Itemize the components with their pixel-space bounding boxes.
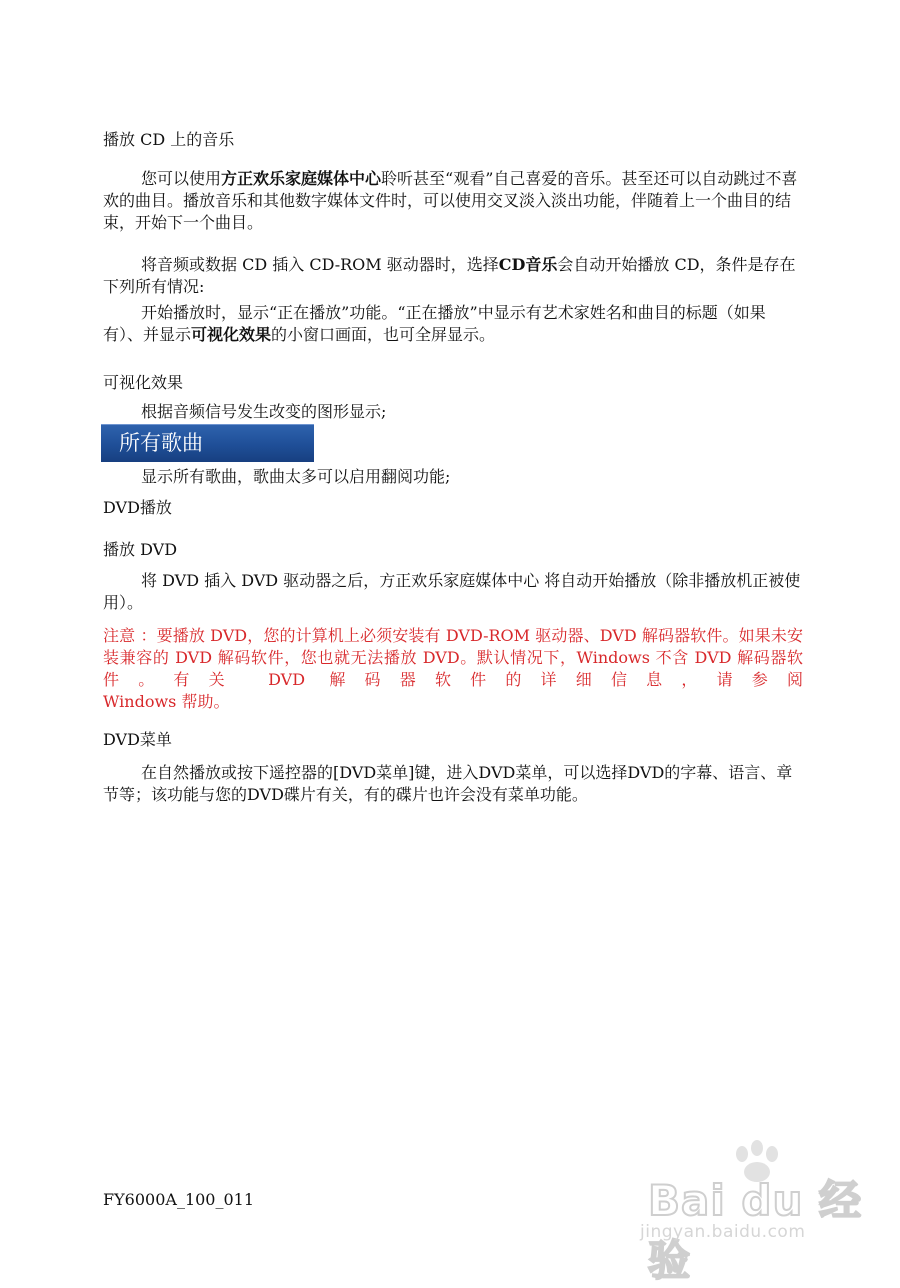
dvd-paragraph — [103, 570, 803, 614]
dvd-play-heading: DVD播放 — [103, 498, 172, 517]
all-songs-paragraph — [103, 466, 803, 488]
watermark-url: jingyan.baidu.com — [640, 1222, 806, 1242]
dvd-menu-heading: DVD菜单 — [103, 730, 172, 749]
cd-para3-text-a: 开始播放时，显示“正在播放”功能。“正在播放”中显示有艺术家姓名和曲目的标题（如果有）、并显示 — [103, 303, 766, 344]
visualization-term: 可视化效果 — [191, 325, 272, 344]
cd-music-term: CD音乐 — [498, 255, 558, 274]
cd-para1-text-b: 聆听甚至“观看”自己喜爱的音乐。甚至还可以自动跳过不喜欢的曲目。播放音乐和其他数字媒体文件时，可以使用交叉淡入淡出功能，伴随着上一个曲目的结束，开始下一个曲目。 — [103, 169, 798, 232]
cd-para1-text-a: 您可以使用 — [141, 169, 222, 188]
cd-heading: 播放 CD 上的音乐 — [103, 130, 235, 149]
visualization-heading: 可视化效果 — [103, 373, 184, 392]
visualization-paragraph — [103, 401, 803, 423]
baidu-watermark — [640, 1140, 880, 1285]
all-songs-text: 显示所有歌曲，歌曲太多可以启用翻阅功能; — [141, 467, 451, 486]
cd-paragraph-1 — [103, 168, 803, 234]
cd-para3-text-b: 的小窗口画面，也可全屏显示。 — [271, 325, 496, 344]
cd-para2-text-a: 将音频或数据 CD 插入 CD-ROM 驱动器时，选择 — [141, 255, 499, 274]
cd-para2-text-b: 会自动开始播放 CD，条件是存在下列所有情况: — [103, 255, 796, 296]
dvd-text: 将 DVD 插入 DVD 驱动器之后，方正欢乐家庭媒体中心 将自动开始播放（除非播放机正被使用）。 — [103, 571, 801, 612]
all-songs-banner — [101, 424, 314, 462]
visualization-text: 根据音频信号发生改变的图形显示; — [141, 402, 387, 421]
dvd-sub-heading: 播放 DVD — [103, 540, 178, 559]
page-footer-code: FY6000A_100_011 — [103, 1190, 255, 1209]
cd-paragraph-3 — [103, 302, 803, 346]
dvd-menu-paragraph — [103, 762, 803, 806]
cd-paragraph-2 — [103, 254, 803, 298]
dvd-note-text: 注意 ：要播放 DVD，您的计算机上必须安装有 DVD-ROM 驱动器、DVD 解码器软件。如果未安装兼容的 DVD 解码软件，您也就无法播放 DVD。默认情况下，Windows 不含 DVD 解码器软件。有关 DVD 解码器软件的详细信息，请参阅 — [103, 626, 803, 689]
all-songs-banner-label: 所有歌曲 — [119, 431, 203, 455]
dvd-note-last-line: Windows 帮助。 — [103, 692, 230, 711]
dvd-menu-text: 在自然播放或按下遥控器的[DVD菜单]键，进入DVD菜单，可以选择DVD的字幕、语言、章节等；该功能与您的DVD碟片有关，有的碟片也许会没有菜单功能。 — [103, 763, 793, 804]
dvd-note — [103, 625, 803, 713]
media-center-name: 方正欢乐家庭媒体中心 — [221, 169, 382, 188]
watermark-logo-text: Bai du 经验 — [648, 1176, 862, 1285]
